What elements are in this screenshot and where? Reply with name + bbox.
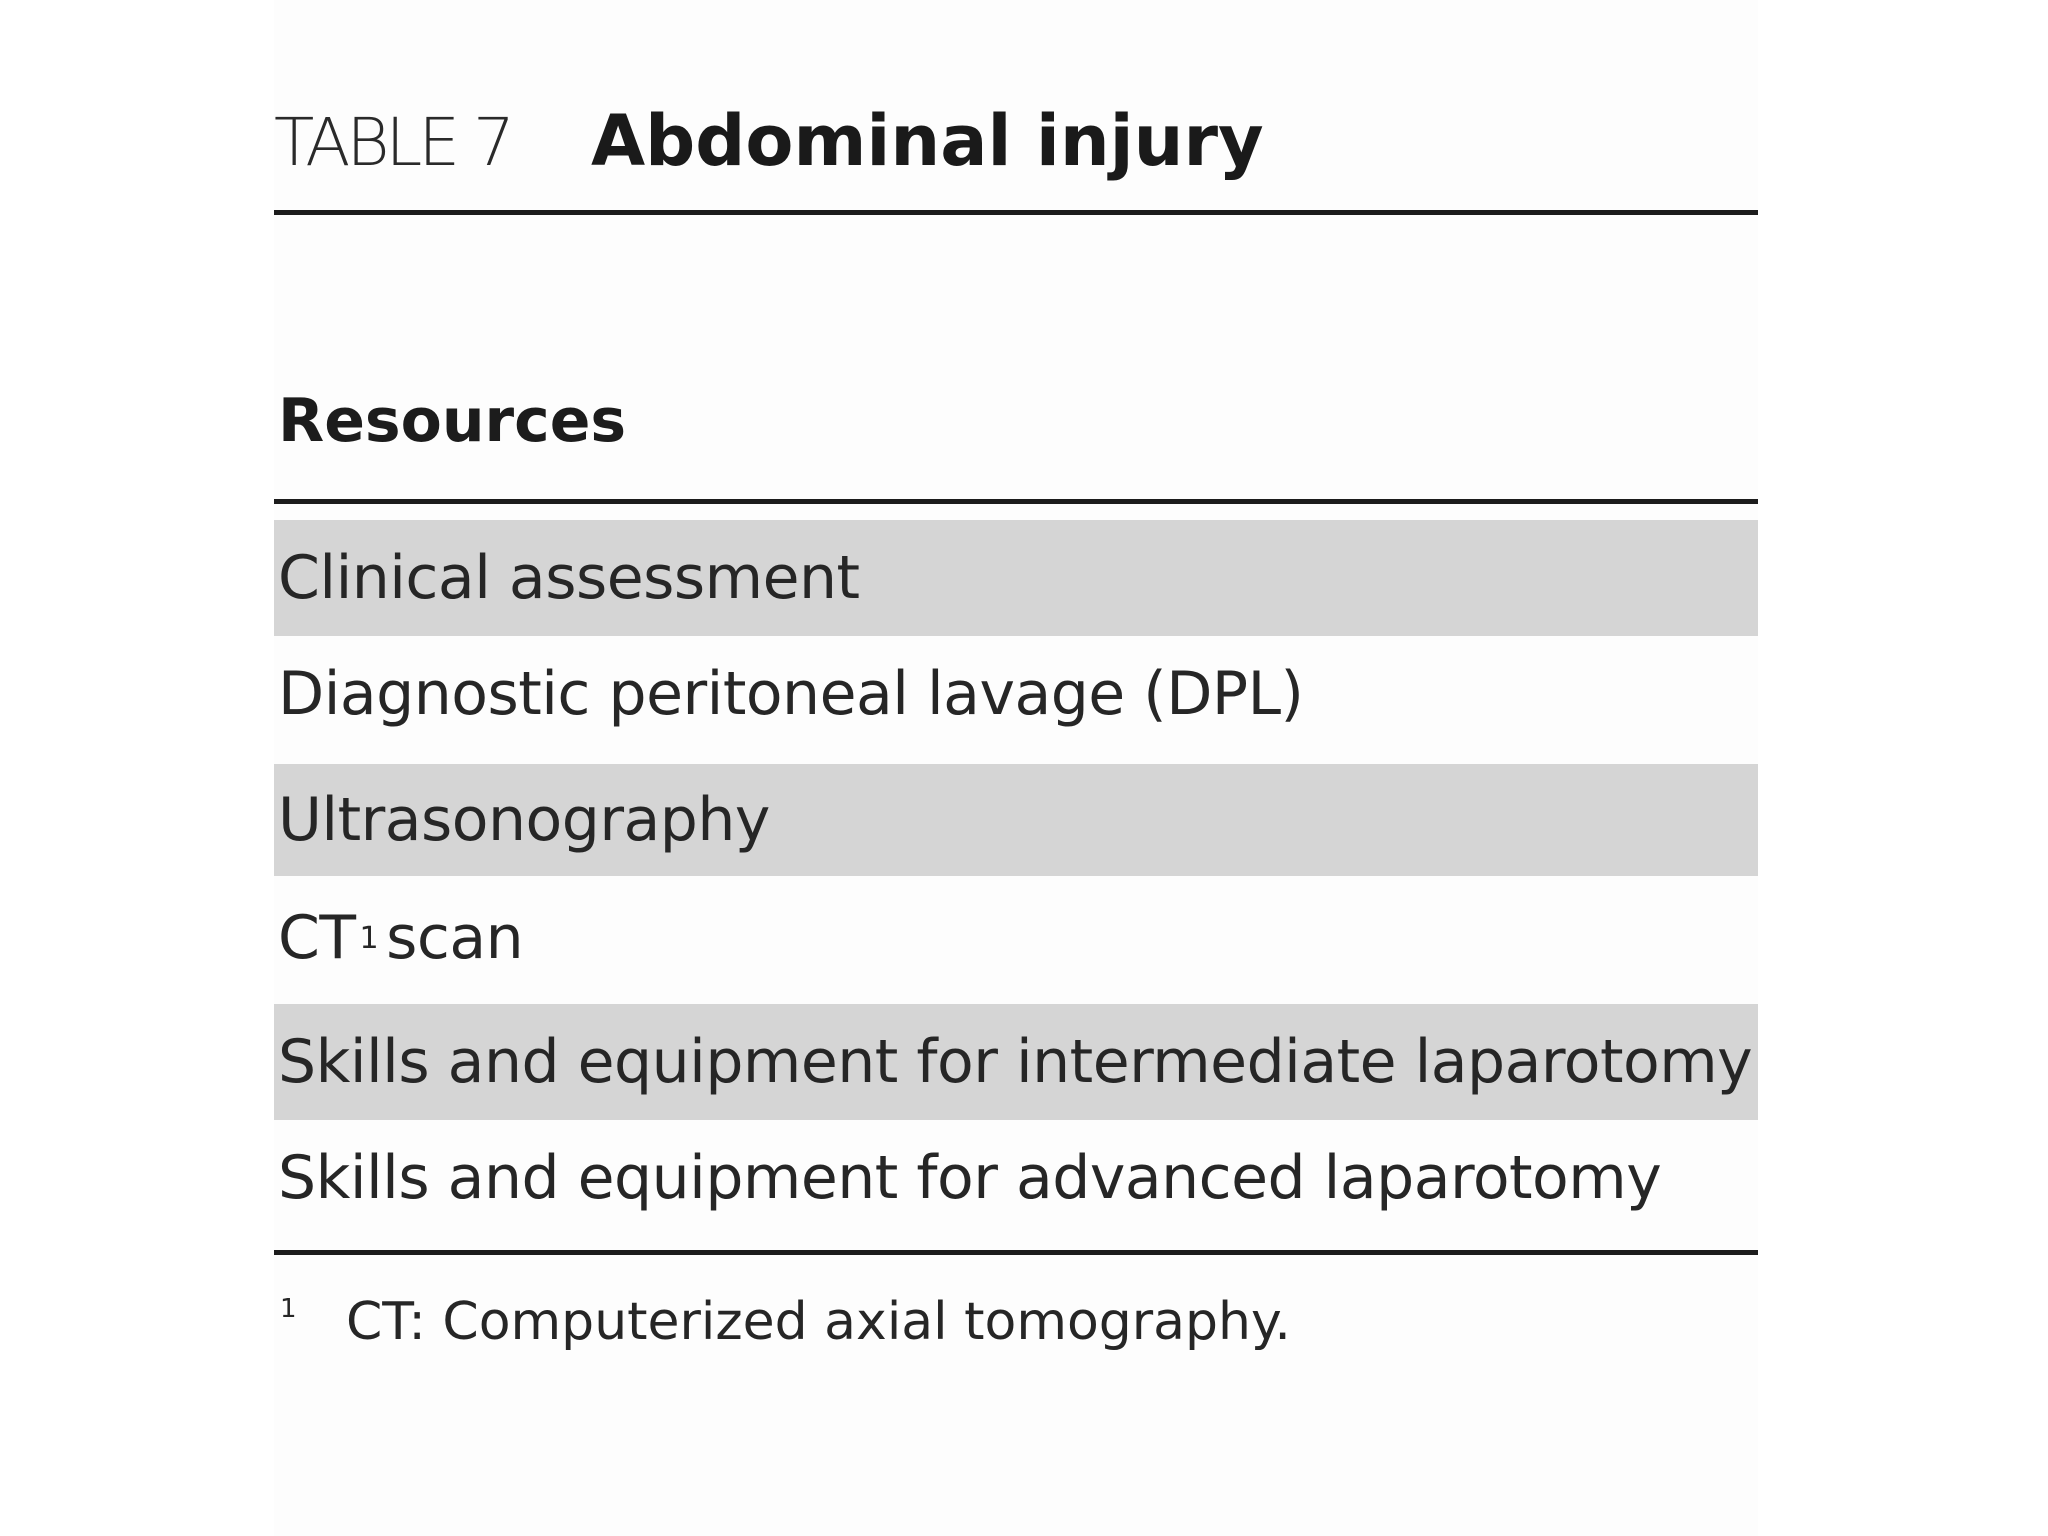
row-label: Ultrasonography (278, 785, 770, 855)
table-row (274, 1120, 1758, 1236)
table-footnote (280, 1292, 1291, 1352)
table-body (274, 520, 1758, 1240)
table-row (274, 764, 1758, 876)
row-label: Skills and equipment for intermediate laparotomy (278, 1027, 1753, 1097)
row-label-suffix: scan (386, 903, 524, 973)
table-row (274, 520, 1758, 636)
row-label: Diagnostic peritoneal lavage (DPL) (278, 659, 1304, 729)
footnote-text: CT: Computerized axial tomography. (346, 1292, 1291, 1352)
row-label: Clinical assessment (278, 543, 860, 613)
footnote-reference: 1 (359, 920, 379, 956)
column-header-resources: Resources (278, 386, 627, 456)
top-rule (274, 210, 1758, 215)
table-number: TABLE 7 (274, 104, 511, 181)
row-label: Skills and equipment for advanced laparotomy (278, 1143, 1662, 1213)
row-label: CT (278, 903, 356, 973)
table-row (274, 1004, 1758, 1120)
table-caption (274, 100, 1264, 200)
table-row (274, 636, 1758, 752)
bottom-rule (274, 1250, 1758, 1255)
table-title: Abdominal injury (591, 100, 1264, 182)
footnote-marker: 1 (280, 1294, 297, 1324)
table-row (274, 880, 1758, 996)
header-rule (274, 499, 1758, 504)
